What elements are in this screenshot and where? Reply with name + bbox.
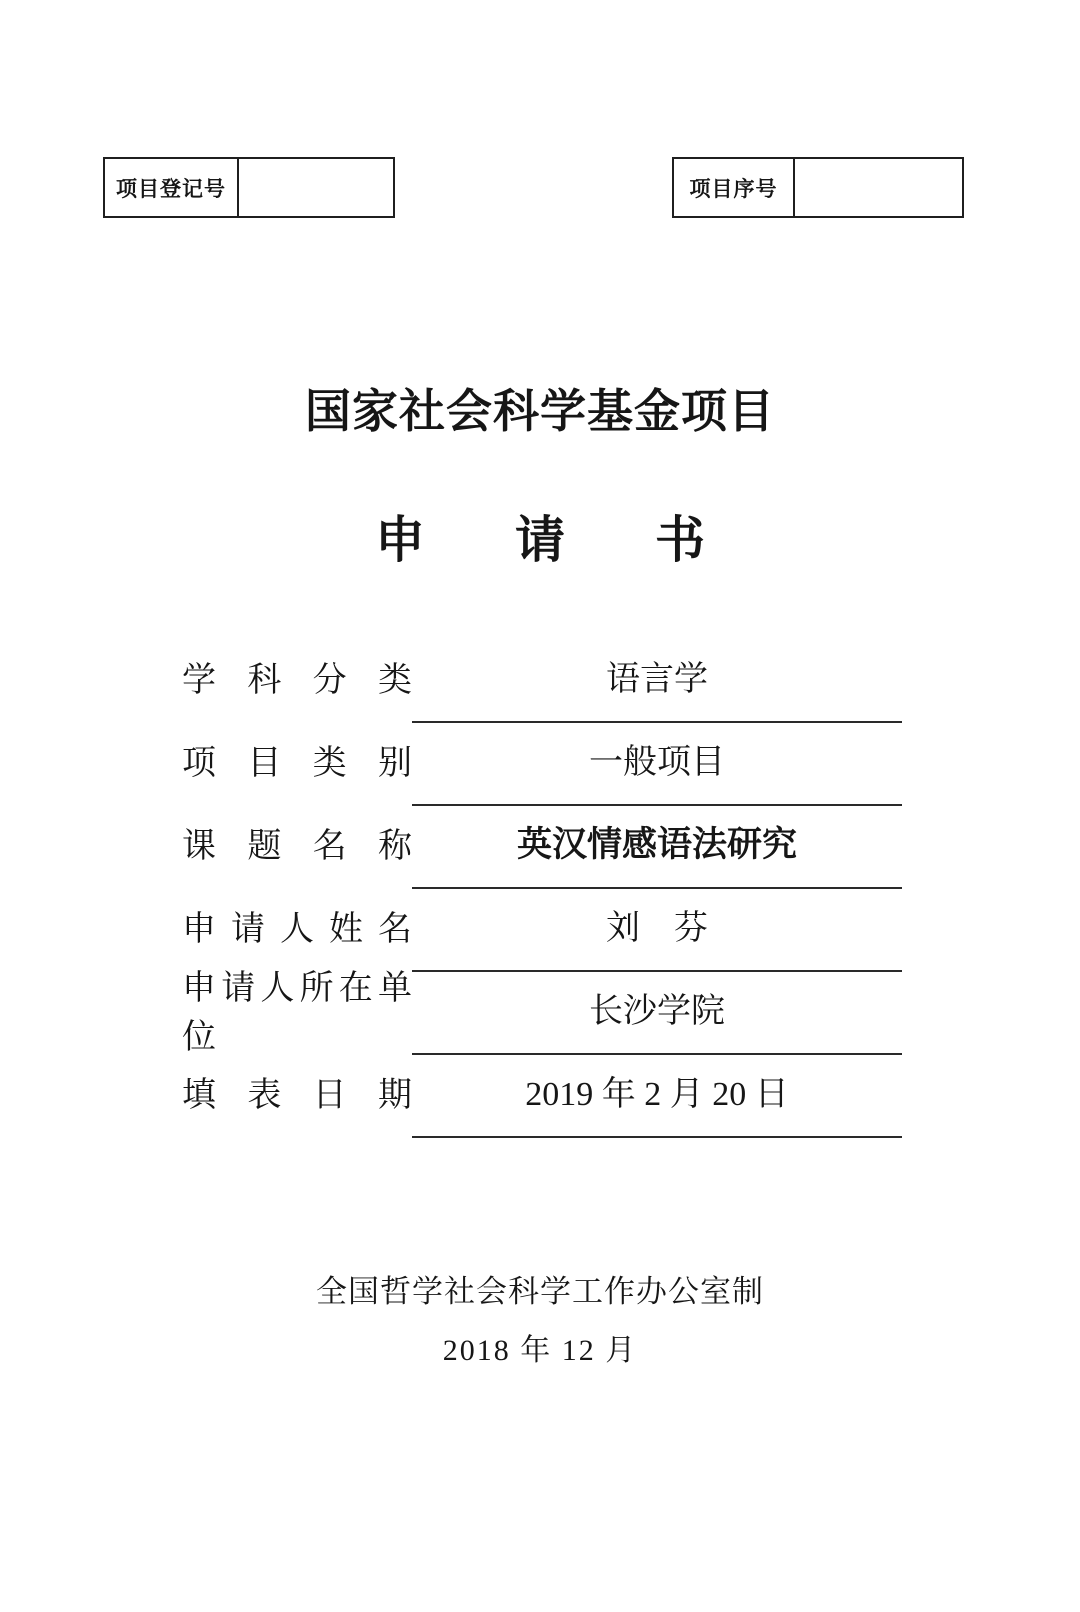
project-title-field [412, 806, 902, 889]
issue-date-line: 2018 年 12 月 [442, 1334, 638, 1367]
discipline-label: 学科分类 [182, 662, 412, 699]
document-title: 国家社会科学基金项目 [305, 386, 775, 437]
form-row-applicant-institution [182, 969, 902, 1056]
applicant-name-label: 申请人姓名 [182, 911, 412, 948]
applicant-institution-value: 长沙学院 [589, 993, 725, 1030]
registration-number-value [239, 159, 393, 216]
application-form [182, 640, 902, 1138]
issuing-office-line: 全国哲学社会科学工作办公室制 [316, 1274, 764, 1309]
serial-number-label: 项目序号 [674, 159, 795, 216]
project-title-value: 英汉情感语法研究 [516, 824, 797, 864]
discipline-value: 语言学 [606, 661, 708, 698]
registration-number-box [103, 157, 395, 218]
applicant-institution-label: 申请人所在单位 [182, 969, 412, 1056]
discipline-field [412, 640, 902, 723]
applicant-name-value: 刘 芬 [606, 910, 708, 947]
project-category-value: 一般项目 [589, 744, 725, 781]
form-row-project-title [182, 806, 902, 889]
form-row-project-category [182, 723, 902, 806]
serial-number-value [795, 159, 962, 216]
fill-date-value: 2019 年 2 月 20 日 [525, 1076, 789, 1113]
project-category-label: 项目类别 [182, 745, 412, 782]
document-subtitle: 申请书 [375, 512, 795, 568]
fill-date-label: 填表日期 [182, 1077, 412, 1114]
form-row-fill-date [182, 1055, 902, 1138]
applicant-name-field [412, 889, 902, 972]
project-category-field [412, 723, 902, 806]
serial-number-box [672, 157, 964, 218]
fill-date-field [412, 1055, 902, 1138]
form-row-discipline [182, 640, 902, 723]
project-title-label: 课题名称 [182, 828, 412, 865]
registration-number-label: 项目登记号 [105, 159, 239, 216]
applicant-institution-field [412, 972, 902, 1055]
